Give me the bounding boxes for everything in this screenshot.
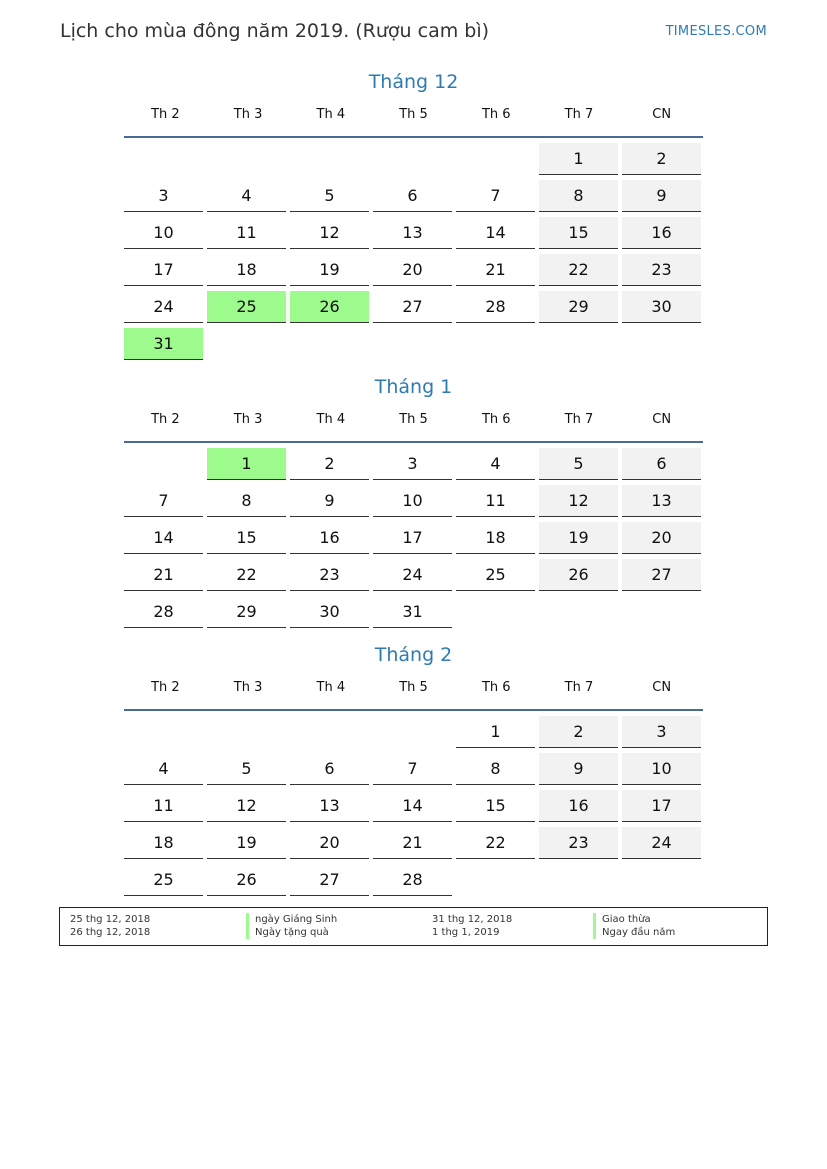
day-cell: 27 (373, 291, 452, 323)
day-cell: 29 (207, 596, 286, 628)
day-cell: 17 (622, 790, 701, 822)
weekday-header (124, 679, 703, 711)
day-cell: 30 (290, 596, 369, 628)
month-calendar-february (124, 643, 703, 896)
day-cell: 14 (373, 790, 452, 822)
day-cell: 12 (290, 217, 369, 249)
day-cell: 26 (207, 864, 286, 896)
month-calendar-january (124, 375, 703, 628)
day-cell: 10 (373, 485, 452, 517)
page-title: Lịch cho mùa đông năm 2019. (Rượu cam bì) (60, 20, 490, 42)
day-cell: 13 (373, 217, 452, 249)
day-cell: 12 (539, 485, 618, 517)
empty-cell (124, 448, 203, 479)
empty-cell (456, 143, 535, 174)
day-cell: 3 (373, 448, 452, 480)
day-cell: 22 (207, 559, 286, 591)
day-cell: 5 (539, 448, 618, 480)
empty-cell (290, 716, 369, 747)
day-cell: 17 (373, 522, 452, 554)
day-cell: 26 (539, 559, 618, 591)
day-cell: 21 (373, 827, 452, 859)
month-title: Tháng 2 (374, 644, 453, 666)
empty-cell (373, 143, 452, 174)
day-cell: 22 (456, 827, 535, 859)
legend-date: 31 thg 12, 2018 (432, 914, 513, 925)
weekday-header (124, 411, 703, 443)
day-cell: 13 (622, 485, 701, 517)
day-cell: 31 (124, 328, 203, 360)
weekday-label: Th 6 (481, 107, 511, 122)
weekday-header (124, 106, 703, 138)
day-cell: 1 (539, 143, 618, 175)
day-cell: 2 (290, 448, 369, 480)
day-grid (124, 448, 703, 628)
day-cell: 2 (539, 716, 618, 748)
legend-date: 1 thg 1, 2019 (432, 927, 500, 938)
day-cell: 22 (539, 254, 618, 286)
day-cell: 18 (207, 254, 286, 286)
day-cell: 26 (290, 291, 369, 323)
day-cell: 27 (290, 864, 369, 896)
day-cell: 8 (207, 485, 286, 517)
day-cell: 11 (207, 217, 286, 249)
day-cell: 3 (622, 716, 701, 748)
empty-cell (207, 143, 286, 174)
day-cell: 16 (290, 522, 369, 554)
day-cell: 18 (456, 522, 535, 554)
empty-cell (373, 716, 452, 747)
legend-holiday-name: Ngay đầu năm (593, 926, 675, 939)
day-cell: 25 (207, 291, 286, 323)
legend-date: 26 thg 12, 2018 (70, 927, 151, 938)
day-cell: 23 (622, 254, 701, 286)
day-cell: 1 (207, 448, 286, 480)
day-cell: 16 (622, 217, 701, 249)
weekday-label: Th 6 (481, 680, 511, 695)
day-cell: 12 (207, 790, 286, 822)
day-cell: 8 (456, 753, 535, 785)
day-cell: 5 (207, 753, 286, 785)
day-cell: 20 (373, 254, 452, 286)
empty-cell (124, 716, 203, 747)
brand-link[interactable]: TIMESLES.COM (665, 24, 767, 39)
day-cell: 4 (124, 753, 203, 785)
weekday-label: Th 3 (233, 107, 263, 122)
weekday-label: Th 7 (564, 107, 594, 122)
weekday-label: Th 2 (151, 107, 180, 122)
day-cell: 21 (124, 559, 203, 591)
day-cell: 31 (373, 596, 452, 628)
day-cell: 23 (539, 827, 618, 859)
day-cell: 18 (124, 827, 203, 859)
day-cell: 7 (124, 485, 203, 517)
legend-holiday-name: Ngày tặng quà (246, 926, 329, 939)
day-cell: 19 (207, 827, 286, 859)
day-cell: 9 (622, 180, 701, 212)
month-title: Tháng 1 (374, 376, 453, 398)
weekday-label: Th 7 (564, 680, 594, 695)
day-cell: 20 (290, 827, 369, 859)
weekday-label: Th 2 (151, 412, 180, 427)
day-cell: 1 (456, 716, 535, 748)
day-cell: 11 (124, 790, 203, 822)
weekday-label: Th 2 (151, 680, 180, 695)
day-cell: 9 (539, 753, 618, 785)
weekday-label: Th 5 (399, 412, 428, 427)
day-cell: 24 (373, 559, 452, 591)
weekday-label: Th 3 (233, 412, 263, 427)
day-grid (124, 143, 703, 360)
legend-date: 25 thg 12, 2018 (70, 914, 151, 925)
day-cell: 4 (207, 180, 286, 212)
weekday-label: CN (652, 680, 672, 695)
day-cell: 14 (124, 522, 203, 554)
day-cell: 24 (622, 827, 701, 859)
day-cell: 28 (373, 864, 452, 896)
day-cell: 23 (290, 559, 369, 591)
day-cell: 10 (124, 217, 203, 249)
month-calendar-december (124, 70, 703, 360)
day-cell: 15 (207, 522, 286, 554)
weekday-label: Th 5 (399, 107, 428, 122)
day-cell: 11 (456, 485, 535, 517)
weekday-label: Th 4 (316, 412, 346, 427)
day-cell: 8 (539, 180, 618, 212)
day-cell: 27 (622, 559, 701, 591)
legend-holiday-name: ngày Giáng Sinh (246, 913, 337, 926)
weekday-label: Th 7 (564, 412, 594, 427)
legend-holiday-name: Giao thừa (593, 913, 651, 926)
day-cell: 15 (456, 790, 535, 822)
day-cell: 6 (290, 753, 369, 785)
day-cell: 17 (124, 254, 203, 286)
day-cell: 16 (539, 790, 618, 822)
day-cell: 3 (124, 180, 203, 212)
day-cell: 6 (622, 448, 701, 480)
empty-cell (207, 716, 286, 747)
day-cell: 10 (622, 753, 701, 785)
weekday-label: Th 4 (316, 680, 346, 695)
day-cell: 13 (290, 790, 369, 822)
day-cell: 5 (290, 180, 369, 212)
day-cell: 28 (456, 291, 535, 323)
day-cell: 21 (456, 254, 535, 286)
day-cell: 9 (290, 485, 369, 517)
empty-cell (290, 143, 369, 174)
day-cell: 4 (456, 448, 535, 480)
day-cell: 7 (456, 180, 535, 212)
day-grid (124, 716, 703, 896)
weekday-label: Th 3 (233, 680, 263, 695)
day-cell: 19 (290, 254, 369, 286)
month-title: Tháng 12 (368, 71, 459, 93)
day-cell: 30 (622, 291, 701, 323)
day-cell: 14 (456, 217, 535, 249)
day-cell: 20 (622, 522, 701, 554)
day-cell: 28 (124, 596, 203, 628)
day-cell: 24 (124, 291, 203, 323)
day-cell: 7 (373, 753, 452, 785)
day-cell: 25 (456, 559, 535, 591)
holiday-legend (59, 907, 768, 946)
empty-cell (124, 143, 203, 174)
day-cell: 29 (539, 291, 618, 323)
day-cell: 6 (373, 180, 452, 212)
day-cell: 2 (622, 143, 701, 175)
weekday-label: CN (652, 107, 672, 122)
weekday-label: Th 4 (316, 107, 346, 122)
weekday-label: Th 5 (399, 680, 428, 695)
day-cell: 25 (124, 864, 203, 896)
day-cell: 15 (539, 217, 618, 249)
day-cell: 19 (539, 522, 618, 554)
weekday-label: Th 6 (481, 412, 511, 427)
weekday-label: CN (652, 412, 672, 427)
